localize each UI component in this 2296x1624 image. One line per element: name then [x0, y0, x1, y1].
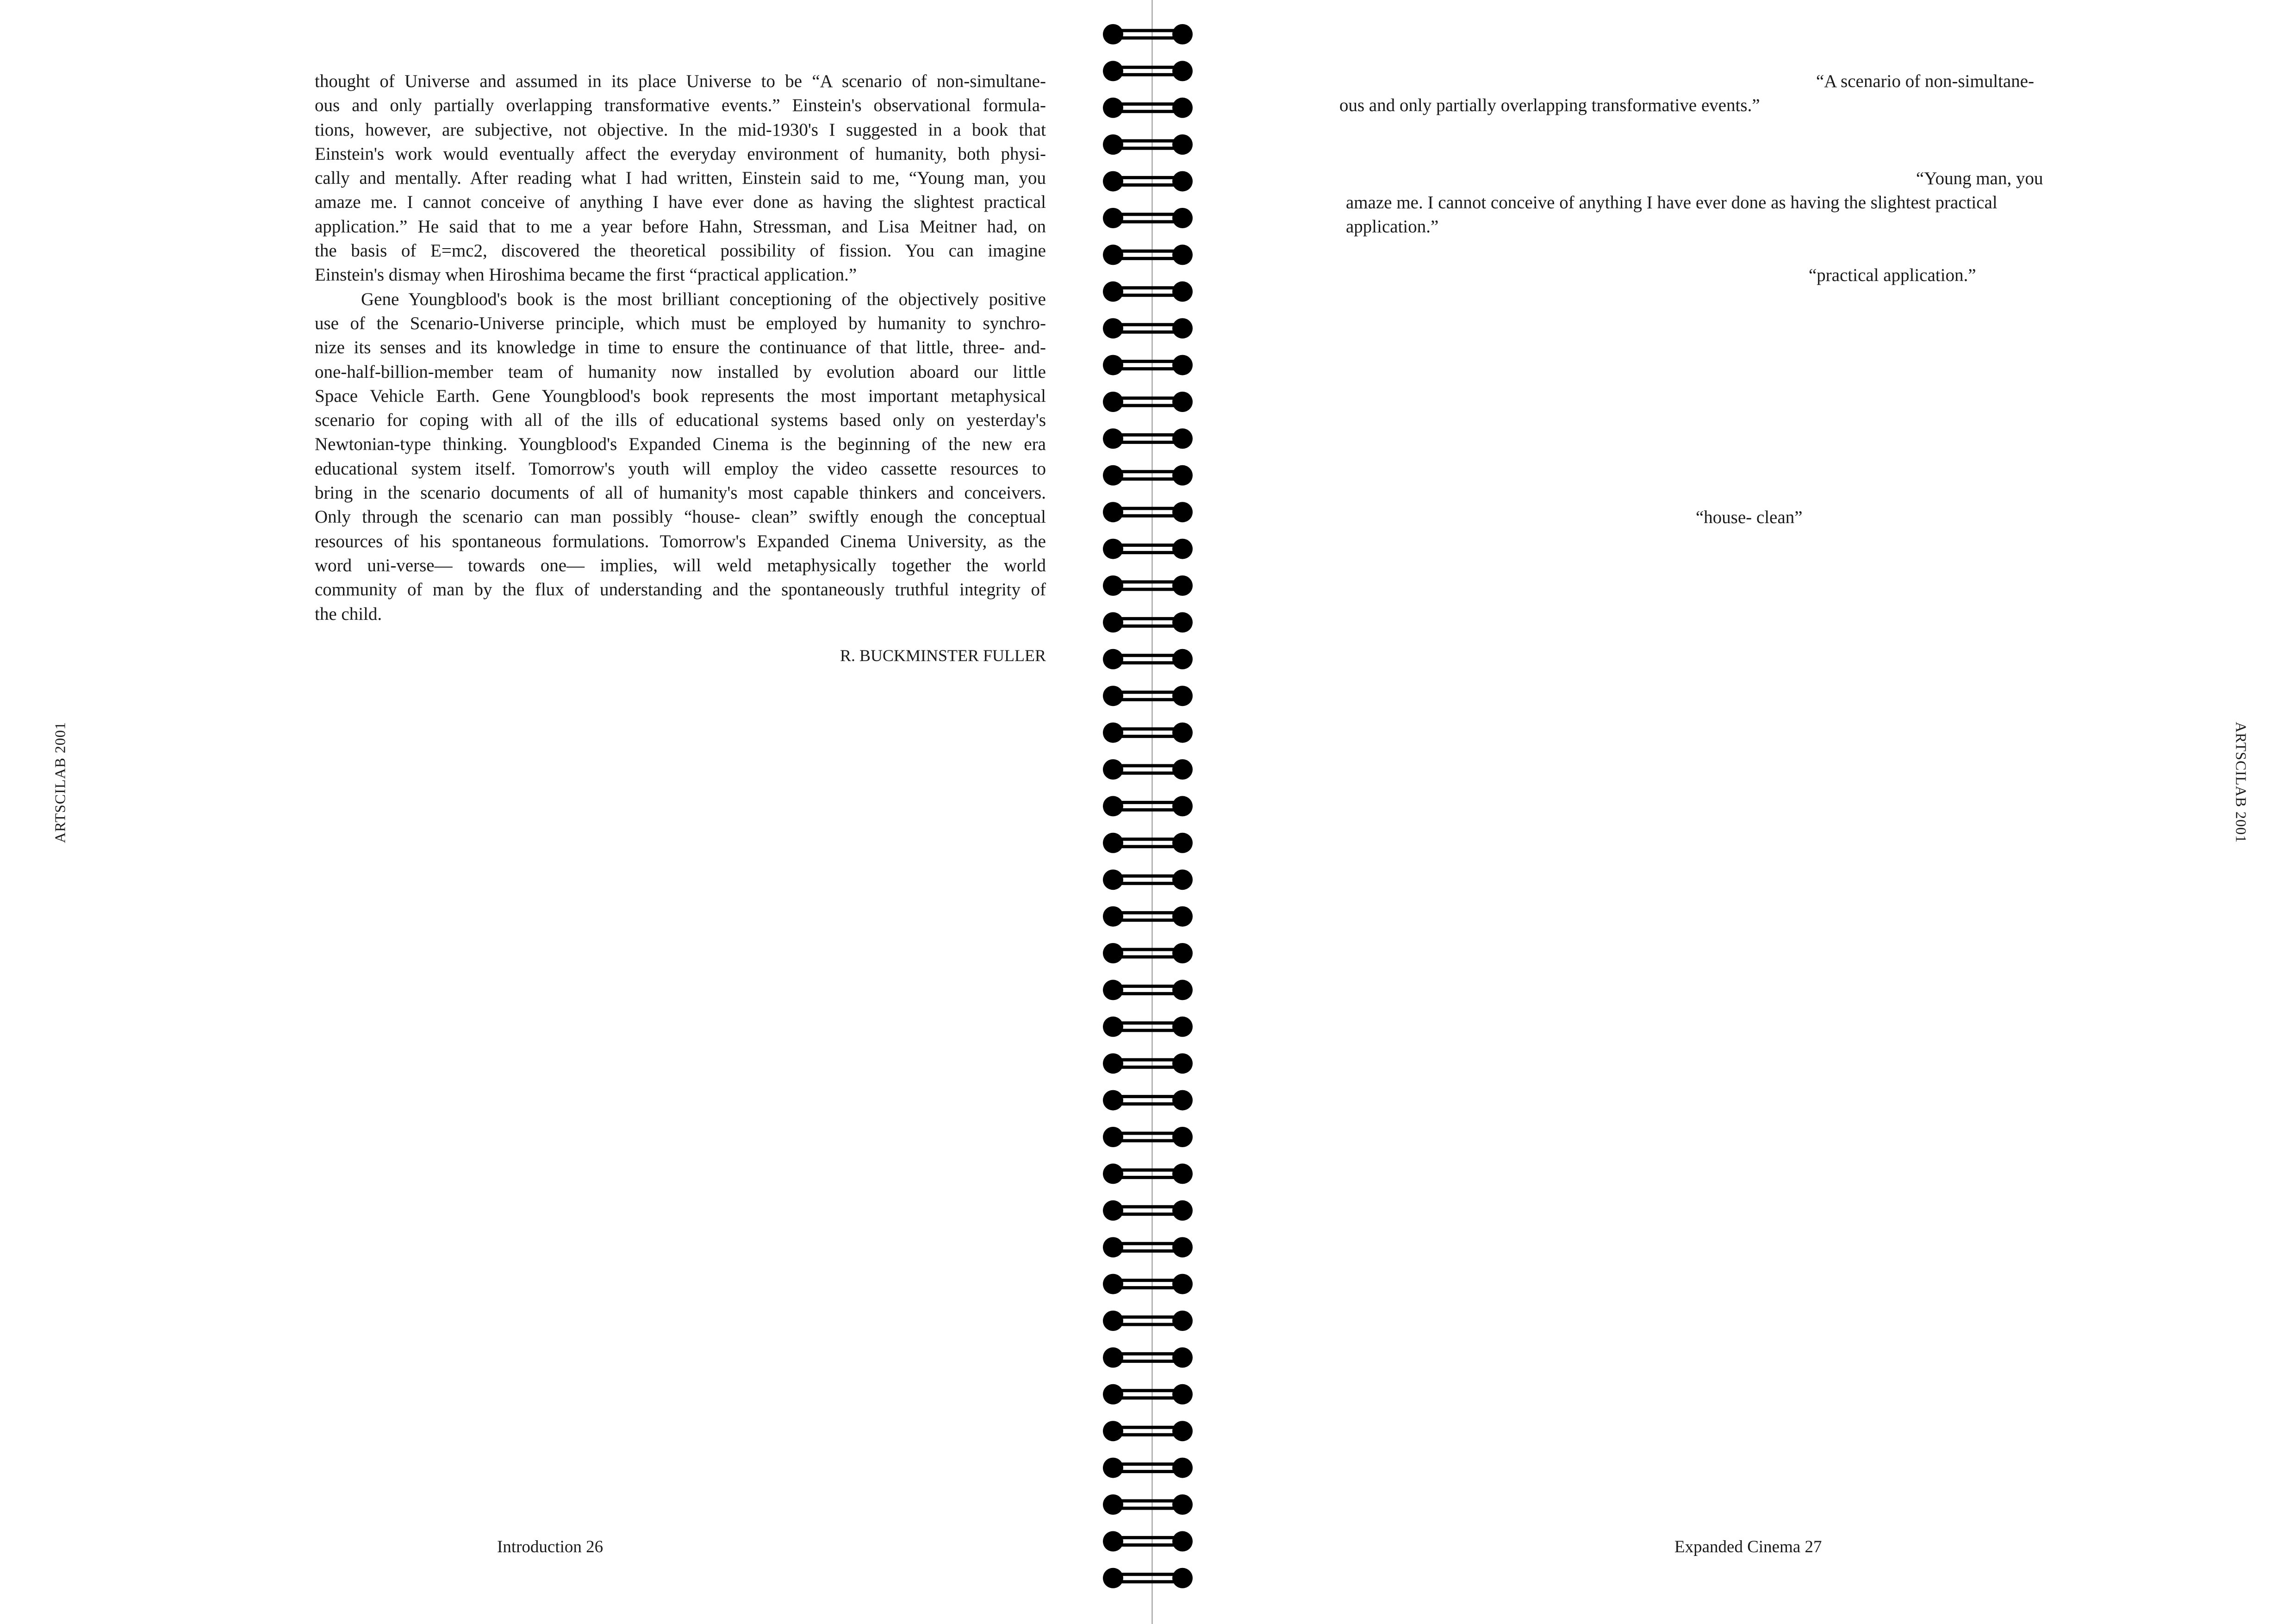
left-page-body [315, 69, 1046, 626]
binding-ring [1103, 1090, 1193, 1111]
binding-ring [1103, 281, 1193, 302]
right-fragment-scenario-1: “A scenario of non-simultane- [1816, 71, 2035, 91]
body-line: the child. [315, 604, 382, 624]
body-line: thought of Universe and assumed in its place Universe to be “A scenario of non-simultane- [315, 71, 1046, 91]
body-line: ous and only partially overlapping transformative events.” Einstein's observational formula- [315, 95, 1046, 116]
binding-ring [1103, 171, 1193, 192]
binding-ring [1103, 1053, 1193, 1074]
binding-ring [1103, 575, 1193, 596]
binding-ring [1103, 649, 1193, 669]
binding-ring [1103, 686, 1193, 706]
body-line: the basis of E=mc2, discovered the theoretical possibility of fission. You can imagine [315, 241, 1046, 261]
body-line: educational system itself. Tomorrow's youth will employ the video cassette resources to [315, 458, 1046, 479]
binding-ring [1103, 1568, 1193, 1588]
right-fragment-house-clean: “house- clean” [1696, 507, 1803, 527]
body-line: Only through the scenario can man possibly “house- clean” swiftly enough the conceptual [315, 507, 1046, 527]
right-fragment-practical: “practical application.” [1809, 265, 1976, 285]
right-fragment-scenario-2: ous and only partially overlapping transformative events.” [1339, 95, 1760, 115]
binding-ring [1103, 869, 1193, 890]
binding-ring [1103, 355, 1193, 375]
body-line: Gene Youngblood's book is the most brilliant conceptioning of the objectively positive [361, 289, 1046, 309]
left-side-label: ARTSCILAB 2001 [51, 722, 68, 843]
binding-ring [1103, 1274, 1193, 1294]
binding-ring [1103, 465, 1193, 486]
body-line: use of the Scenario-Universe principle, which must be employed by humanity to synchro- [315, 313, 1046, 333]
binding-ring [1103, 943, 1193, 963]
binding-ring [1103, 980, 1193, 1000]
binding-ring [1103, 208, 1193, 228]
body-line: Newtonian-type thinking. Youngblood's Expanded Cinema is the beginning of the new era [315, 434, 1046, 455]
body-line: cally and mentally. After reading what I had written, Einstein said to me, “Young man, you [315, 168, 1046, 188]
author-signature: R. BUCKMINSTER FULLER [840, 646, 1046, 665]
binding-ring [1103, 428, 1193, 449]
body-line: word uni-verse— towards one— implies, will weld metaphysically together the world [315, 555, 1046, 575]
binding-ring [1103, 906, 1193, 927]
body-line: community of man by the flux of understanding and the spontaneously truthful integrity of [315, 580, 1046, 600]
right-fragment-young-1: “Young man, you [1916, 169, 2043, 188]
body-line: Space Vehicle Earth. Gene Youngblood's book represents the most important metaphysical [315, 386, 1046, 406]
right-page-footer: Expanded Cinema 27 [1674, 1537, 1822, 1556]
body-line: resources of his spontaneous formulations. Tomorrow's Expanded Cinema University, as the [315, 531, 1046, 551]
right-side-label: ARTSCILAB 2001 [2233, 722, 2250, 843]
body-line: application.” He said that to me a year before Hahn, Stressman, and Lisa Meitner had, on [315, 216, 1046, 237]
binding-ring [1103, 318, 1193, 338]
binding-ring [1103, 1494, 1193, 1515]
binding-ring [1103, 723, 1193, 743]
binding-ring [1103, 1237, 1193, 1257]
binding-ring [1103, 1347, 1193, 1368]
binding-ring [1103, 796, 1193, 816]
right-fragment-young-2: amaze me. I cannot conceive of anything I have ever done as having the slightest practical [1346, 193, 1997, 212]
binding-ring [1103, 1421, 1193, 1441]
binding-ring [1103, 759, 1193, 780]
binding-ring [1103, 502, 1193, 522]
left-page-footer: Introduction 26 [497, 1537, 604, 1556]
binding-ring [1103, 1017, 1193, 1037]
body-line: amaze me. I cannot conceive of anything I have ever done as having the slightest practical [315, 192, 1046, 212]
spiral-binding [1101, 19, 1199, 1611]
binding-ring [1103, 24, 1193, 44]
body-line: Einstein's work would eventually affect the everyday environment of humanity, both physi- [315, 144, 1046, 164]
body-line: bring in the scenario documents of all of humanity's most capable thinkers and conceivers. [315, 483, 1046, 503]
body-line: scenario for coping with all of the ills of educational systems based only on yesterday's [315, 410, 1046, 431]
binding-ring [1103, 1531, 1193, 1551]
body-line: Einstein's dismay when Hiroshima became the first “practical application.” [315, 265, 857, 285]
right-fragment-young-3: application.” [1346, 217, 1439, 237]
binding-ring [1103, 1458, 1193, 1478]
binding-ring [1103, 1311, 1193, 1331]
binding-ring [1103, 1200, 1193, 1221]
binding-ring [1103, 539, 1193, 559]
binding-ring [1103, 134, 1193, 155]
binding-ring [1103, 61, 1193, 81]
binding-ring [1103, 1384, 1193, 1405]
body-line: one-half-billion-member team of humanity now installed by evolution aboard our little [315, 362, 1046, 382]
binding-ring [1103, 1127, 1193, 1147]
binding-ring [1103, 833, 1193, 853]
binding-ring [1103, 392, 1193, 412]
binding-ring [1103, 612, 1193, 632]
body-line: nize its senses and its knowledge in time to ensure the continuance of that little, three- and- [315, 337, 1046, 358]
binding-ring [1103, 244, 1193, 265]
binding-ring [1103, 1163, 1193, 1184]
body-line: tions, however, are subjective, not objective. In the mid-1930's I suggested in a book that [315, 119, 1046, 140]
binding-ring [1103, 98, 1193, 118]
